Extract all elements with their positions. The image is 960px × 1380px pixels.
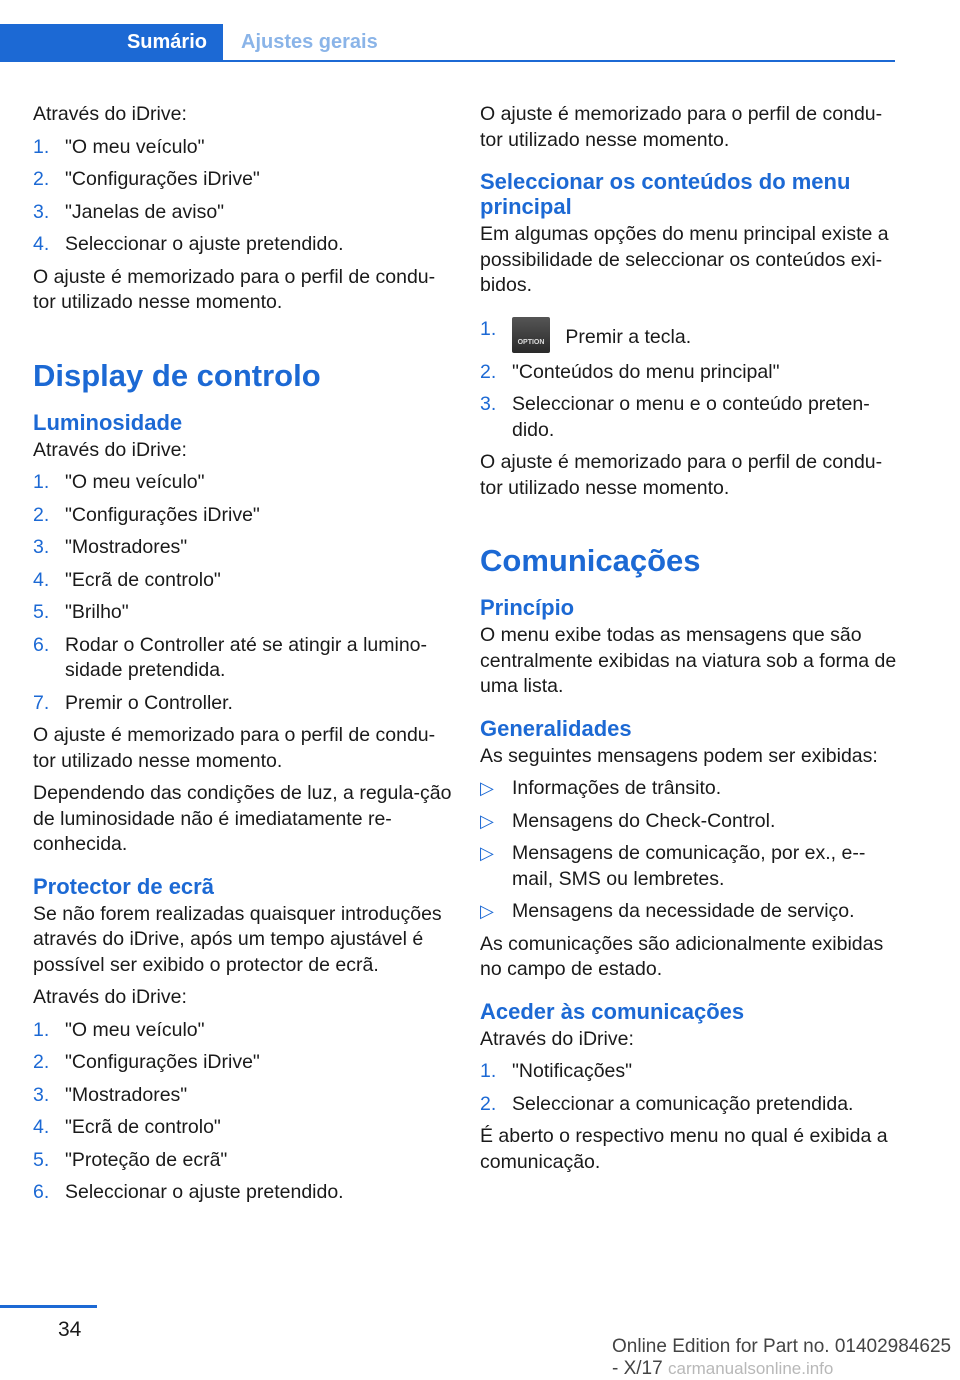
step-text: Seleccionar o menu e o conteúdo preten-dido.: [512, 393, 870, 441]
header-rule: [0, 60, 895, 62]
step-text: "Conteúdos do menu principal": [512, 360, 780, 383]
header-bar: [0, 24, 895, 62]
heading-luminosity: Luminosidade: [33, 409, 183, 435]
option-key-icon: OPTION: [512, 317, 550, 353]
bullet-list: [480, 776, 900, 925]
step-number: 3.: [480, 393, 497, 415]
steps-list: [480, 1059, 900, 1117]
step-number: 5.: [33, 1148, 50, 1171]
step-number: 2.: [480, 1092, 497, 1115]
list-item: [33, 167, 453, 193]
steps-list: [480, 317, 900, 353]
memo-text: O ajuste é memorizado para o perfil de condu-tor utilizado nesse momento.: [33, 265, 436, 313]
step-text: Premir a tecla.: [565, 325, 692, 348]
list-item: [33, 232, 453, 258]
step-text: Rodar o Controller até se atingir a lumino-sidade pretendida.: [65, 633, 428, 681]
intro-text: Através do iDrive:: [33, 438, 187, 461]
general-text: As seguintes mensagens podem ser exibidas:: [480, 744, 878, 767]
final-text: É aberto o respectivo menu no qual é exibida a comunicação.: [480, 1125, 888, 1173]
step-text: "O meu veículo": [65, 471, 205, 493]
heading-principle: Princípio: [480, 595, 575, 620]
step-number: 4.: [33, 1116, 50, 1138]
list-item: [33, 633, 453, 684]
left-column: [33, 102, 453, 1213]
principle-text: O menu exibe todas as mensagens que são centralmente exibidas na viatura sob a forma de uma lista.: [480, 624, 897, 697]
step-number: 2.: [33, 1051, 50, 1073]
list-item: [480, 841, 900, 892]
step-number: 2.: [33, 503, 50, 526]
step-number: 4.: [33, 233, 50, 255]
step-number: 1.: [480, 317, 497, 340]
step-number: 1.: [33, 1018, 50, 1041]
list-item: [480, 899, 900, 925]
step-number: 3.: [33, 536, 50, 558]
step-text: Premir o Controller.: [65, 691, 233, 714]
step-text: "Configurações iDrive": [65, 503, 260, 526]
memo-text: O ajuste é memorizado para o perfil de condu-tor utilizado nesse momento.: [33, 724, 436, 772]
heading-general: Generalidades: [480, 715, 632, 741]
step-number: 2.: [33, 168, 50, 190]
step-number: 3.: [33, 200, 50, 223]
steps-list: [33, 135, 453, 258]
note-text: Dependendo das condições de luz, a regula-ção de luminosidade não é imediatamente re-conhecida.: [33, 782, 452, 855]
step-text: Seleccionar o ajuste pretendido.: [65, 233, 344, 255]
list-item: [33, 135, 453, 161]
tab-general-settings[interactable]: Ajustes gerais: [241, 30, 378, 53]
intro-text: Através do iDrive:: [33, 103, 187, 125]
step-number: 7.: [33, 691, 50, 714]
step-text: "Configurações iDrive": [65, 1051, 260, 1073]
step-number: 5.: [33, 601, 50, 623]
bullet-text: Mensagens do Check-Control.: [512, 809, 776, 832]
list-item: [33, 470, 453, 496]
step-text: "Configurações iDrive": [65, 168, 260, 190]
step-number: 4.: [33, 568, 50, 591]
step-number: 1.: [480, 1060, 497, 1082]
step-text: Seleccionar a comunicação pretendida.: [512, 1092, 854, 1115]
step-text: "Brilho": [65, 601, 129, 623]
triangle-bullet-icon: ▷: [480, 901, 494, 921]
list-item: [480, 392, 900, 443]
step-text: "Proteção de ecrã": [65, 1148, 228, 1171]
memo-text: O ajuste é memorizado para o perfil de condu-tor utilizado nesse momento.: [480, 451, 883, 499]
tab-summary[interactable]: Sumário: [0, 24, 223, 60]
watermark: carmanualsonline.info: [667, 1359, 834, 1378]
menu-text: Em algumas opções do menu principal existe a possibilidade de seleccionar os conteúdos exi-bidos.: [480, 223, 889, 296]
step-number: 6.: [33, 633, 50, 656]
step-number: 6.: [33, 1181, 50, 1203]
bullet-text: Mensagens da necessidade de serviço.: [512, 900, 855, 922]
step-text: Seleccionar o ajuste pretendido.: [65, 1181, 344, 1203]
list-item: [33, 1180, 453, 1206]
step-number: 1.: [33, 135, 50, 158]
status-text: As comunicações são adicionalmente exibidas no campo de estado.: [480, 932, 884, 980]
list-item: [33, 503, 453, 529]
footer-rule: [0, 1305, 97, 1308]
list-item: [33, 600, 453, 626]
heading-screen-protector: Protector de ecrã: [33, 873, 214, 899]
step-text: "Ecrã de controlo": [65, 568, 221, 591]
step-number: 3.: [33, 1083, 50, 1106]
step-text: "O meu veículo": [65, 1018, 205, 1041]
list-item: [480, 1092, 900, 1118]
step-text: "Janelas de aviso": [65, 200, 225, 223]
step-text: "Mostradores": [65, 1083, 188, 1106]
triangle-bullet-icon: ▷: [480, 843, 494, 863]
step-text: "O meu veículo": [65, 135, 205, 158]
list-item: [480, 809, 900, 835]
list-item: [33, 691, 453, 717]
step-number: 1.: [33, 471, 50, 493]
heading-main-menu: Seleccionar os conteúdos do menu principal: [480, 169, 851, 219]
memo-text: O ajuste é memorizado para o perfil de condu-tor utilizado nesse momento.: [480, 103, 883, 151]
step-number: 2.: [480, 360, 497, 383]
list-item: [33, 1148, 453, 1174]
list-item: [33, 1050, 453, 1076]
list-item: [33, 1083, 453, 1109]
triangle-bullet-icon: ▷: [480, 810, 494, 831]
list-item: [33, 535, 453, 561]
list-item: [480, 317, 900, 353]
list-item: [480, 776, 900, 802]
list-item: [33, 568, 453, 594]
list-item: [33, 1115, 453, 1141]
steps-list: [480, 360, 900, 444]
step-text: "Notificações": [512, 1060, 633, 1082]
steps-list: [33, 470, 453, 716]
bullet-text: Mensagens de comunicação, por ex., e--mail, SMS ou lembretes.: [512, 842, 866, 890]
list-item: [33, 1018, 453, 1044]
step-text: "Mostradores": [65, 536, 188, 558]
list-item: [480, 1059, 900, 1085]
right-column: [480, 102, 900, 1182]
steps-list: [33, 1018, 453, 1206]
list-item: [480, 360, 900, 386]
heading-communications: Comunicações: [480, 543, 701, 578]
triangle-bullet-icon: ▷: [480, 778, 494, 798]
page-number: 34: [58, 1318, 82, 1341]
intro-text: Através do iDrive:: [480, 1027, 634, 1050]
protector-text: Se não forem realizadas quaisquer introduções através do iDrive, após um tempo ajustável é possível ser exibido o protector de ecrã.: [33, 902, 442, 976]
edition-text: Online Edition for Part no. 01402984625 - X/17: [612, 1336, 952, 1379]
heading-display: Display de controlo: [33, 357, 321, 393]
step-text: "Ecrã de controlo": [65, 1116, 221, 1138]
intro-text: Através do iDrive:: [33, 986, 187, 1008]
edition-footer: [612, 1336, 960, 1380]
bullet-text: Informações de trânsito.: [512, 777, 722, 799]
list-item: [33, 200, 453, 226]
heading-access: Aceder às comunicações: [480, 998, 745, 1024]
